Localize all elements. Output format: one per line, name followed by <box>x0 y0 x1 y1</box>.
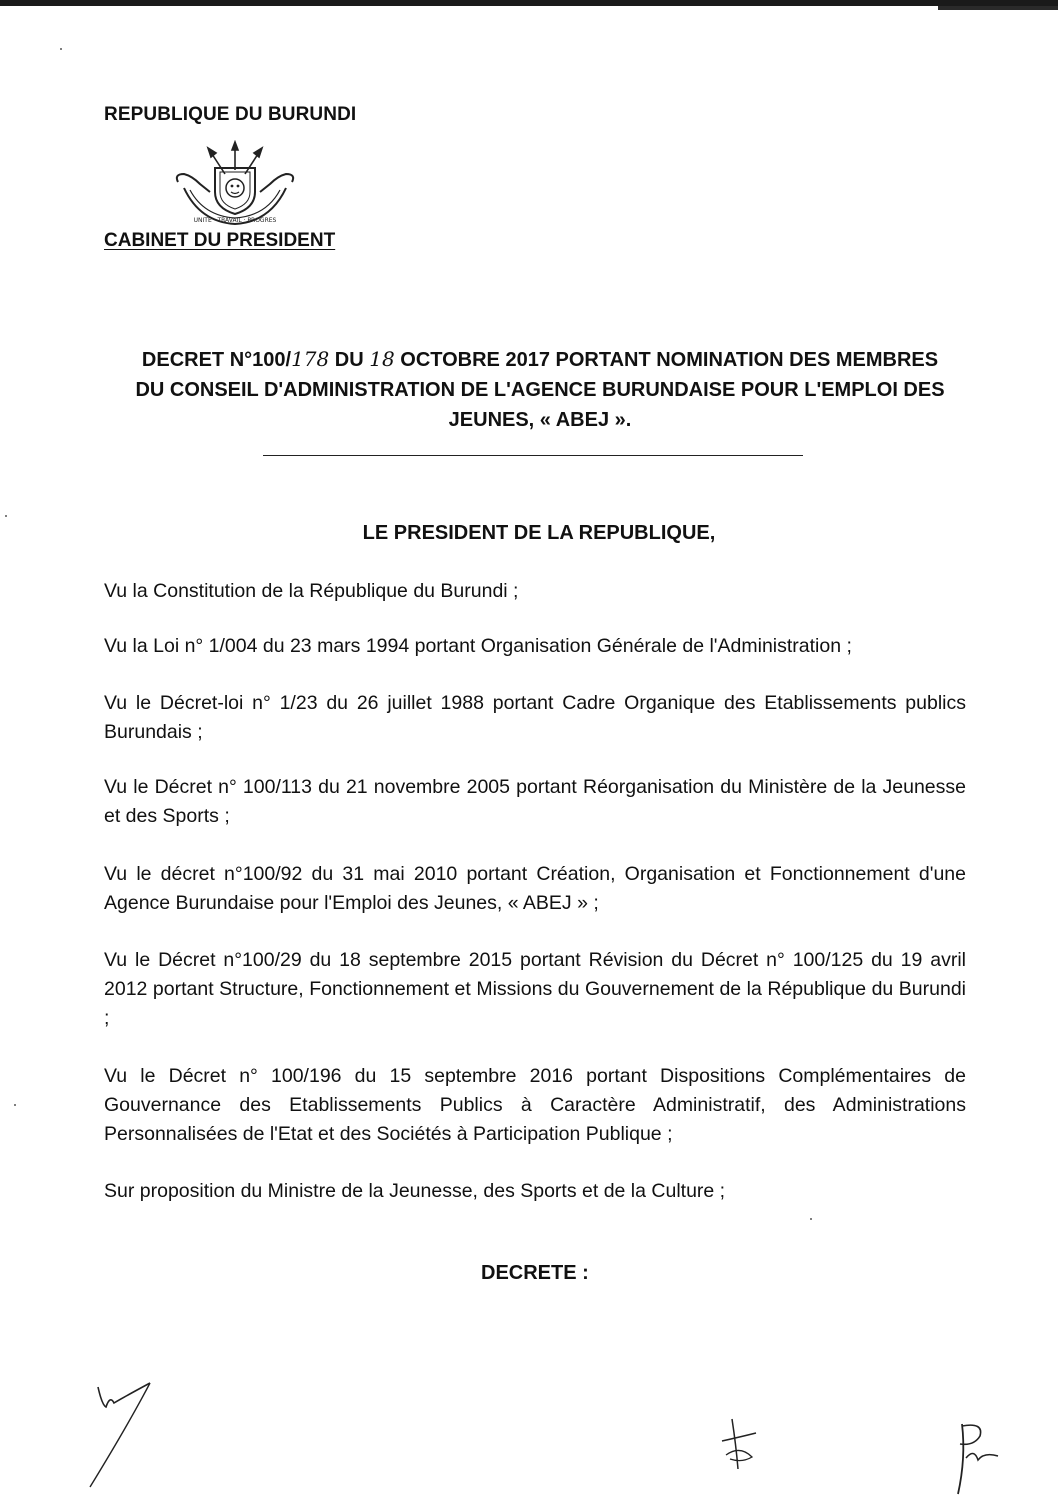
coat-of-arms-icon <box>170 140 300 235</box>
scan-speck <box>60 48 62 50</box>
decree-prefix: DECRET N°100/ <box>141 349 292 371</box>
decree-day-handwritten: 18 <box>369 347 395 371</box>
visa-item: Vu la Constitution de la République du Burundi ; <box>104 580 519 602</box>
decree-title-line-2: DU CONSEIL D'ADMINISTRATION DE L'AGENCE BURUNDAISE POUR L'EMPLOI DES <box>135 379 945 401</box>
visa-item: Vu le Décret n° 100/196 du 15 septembre 2016 portant Dispositions Complémentaires de Gouvernance des Etablissements Publics à Caractère Administratif, des Administrations Personnalisées de l'Etat et des Sociétés à Participation Publique ; <box>104 1065 966 1145</box>
scan-top-edge <box>0 0 1058 6</box>
signature-initial-middle <box>712 1415 772 1475</box>
scan-speck <box>810 1218 812 1220</box>
visa-item: Sur proposition du Ministre de la Jeunesse, des Sports et de la Culture ; <box>104 1180 726 1202</box>
decrete-heading: DECRETE : <box>481 1262 589 1284</box>
decree-number-handwritten: 178 <box>291 347 330 371</box>
visa-item: Vu la Loi n° 1/004 du 23 mars 1994 portant Organisation Générale de l'Administration ; <box>104 635 852 657</box>
emblem-motto: UNITE · TRAVAIL · PROGRES <box>193 217 277 224</box>
signature-initial-left <box>80 1375 160 1495</box>
president-heading: LE PRESIDENT DE LA REPUBLIQUE, <box>362 522 716 544</box>
visa-item: Vu le Décret n° 100/113 du 21 novembre 2005 portant Réorganisation du Ministère de la Jeunesse et des Sports ; <box>104 776 966 827</box>
visa-item: Vu le Décret n°100/29 du 18 septembre 2015 portant Révision du Décret n° 100/125 du 19 avril 2012 portant Structure, Fonctionnement et Missions du Gouvernement de la République du Burundi ; <box>104 949 966 1029</box>
visa-item: Vu le Décret-loi n° 1/23 du 26 juillet 1988 portant Cadre Organique des Etablissements publics Burundais ; <box>104 692 966 743</box>
decree-du: DU <box>329 349 370 371</box>
scan-speck <box>14 1104 16 1106</box>
decree-title <box>100 344 980 435</box>
header-cabinet: CABINET DU PRESIDENT <box>104 230 336 251</box>
scan-speck <box>5 515 7 517</box>
visa-item: Vu le décret n°100/92 du 31 mai 2010 portant Création, Organisation et Fonctionnement d'une Agence Burundaise pour l'Emploi des Jeunes, « ABEJ » ; <box>104 863 966 914</box>
scan-top-edge-right <box>938 6 1058 10</box>
decree-line1-rest: OCTOBRE 2017 PORTANT NOMINATION DES MEMBRES <box>394 349 939 371</box>
decree-title-line-3: JEUNES, « ABEJ ». <box>448 409 632 431</box>
decree-title-line-1 <box>100 344 980 375</box>
signature-initial-right <box>940 1418 1010 1497</box>
title-divider <box>263 455 803 456</box>
header-republic: REPUBLIQUE DU BURUNDI <box>104 104 357 125</box>
